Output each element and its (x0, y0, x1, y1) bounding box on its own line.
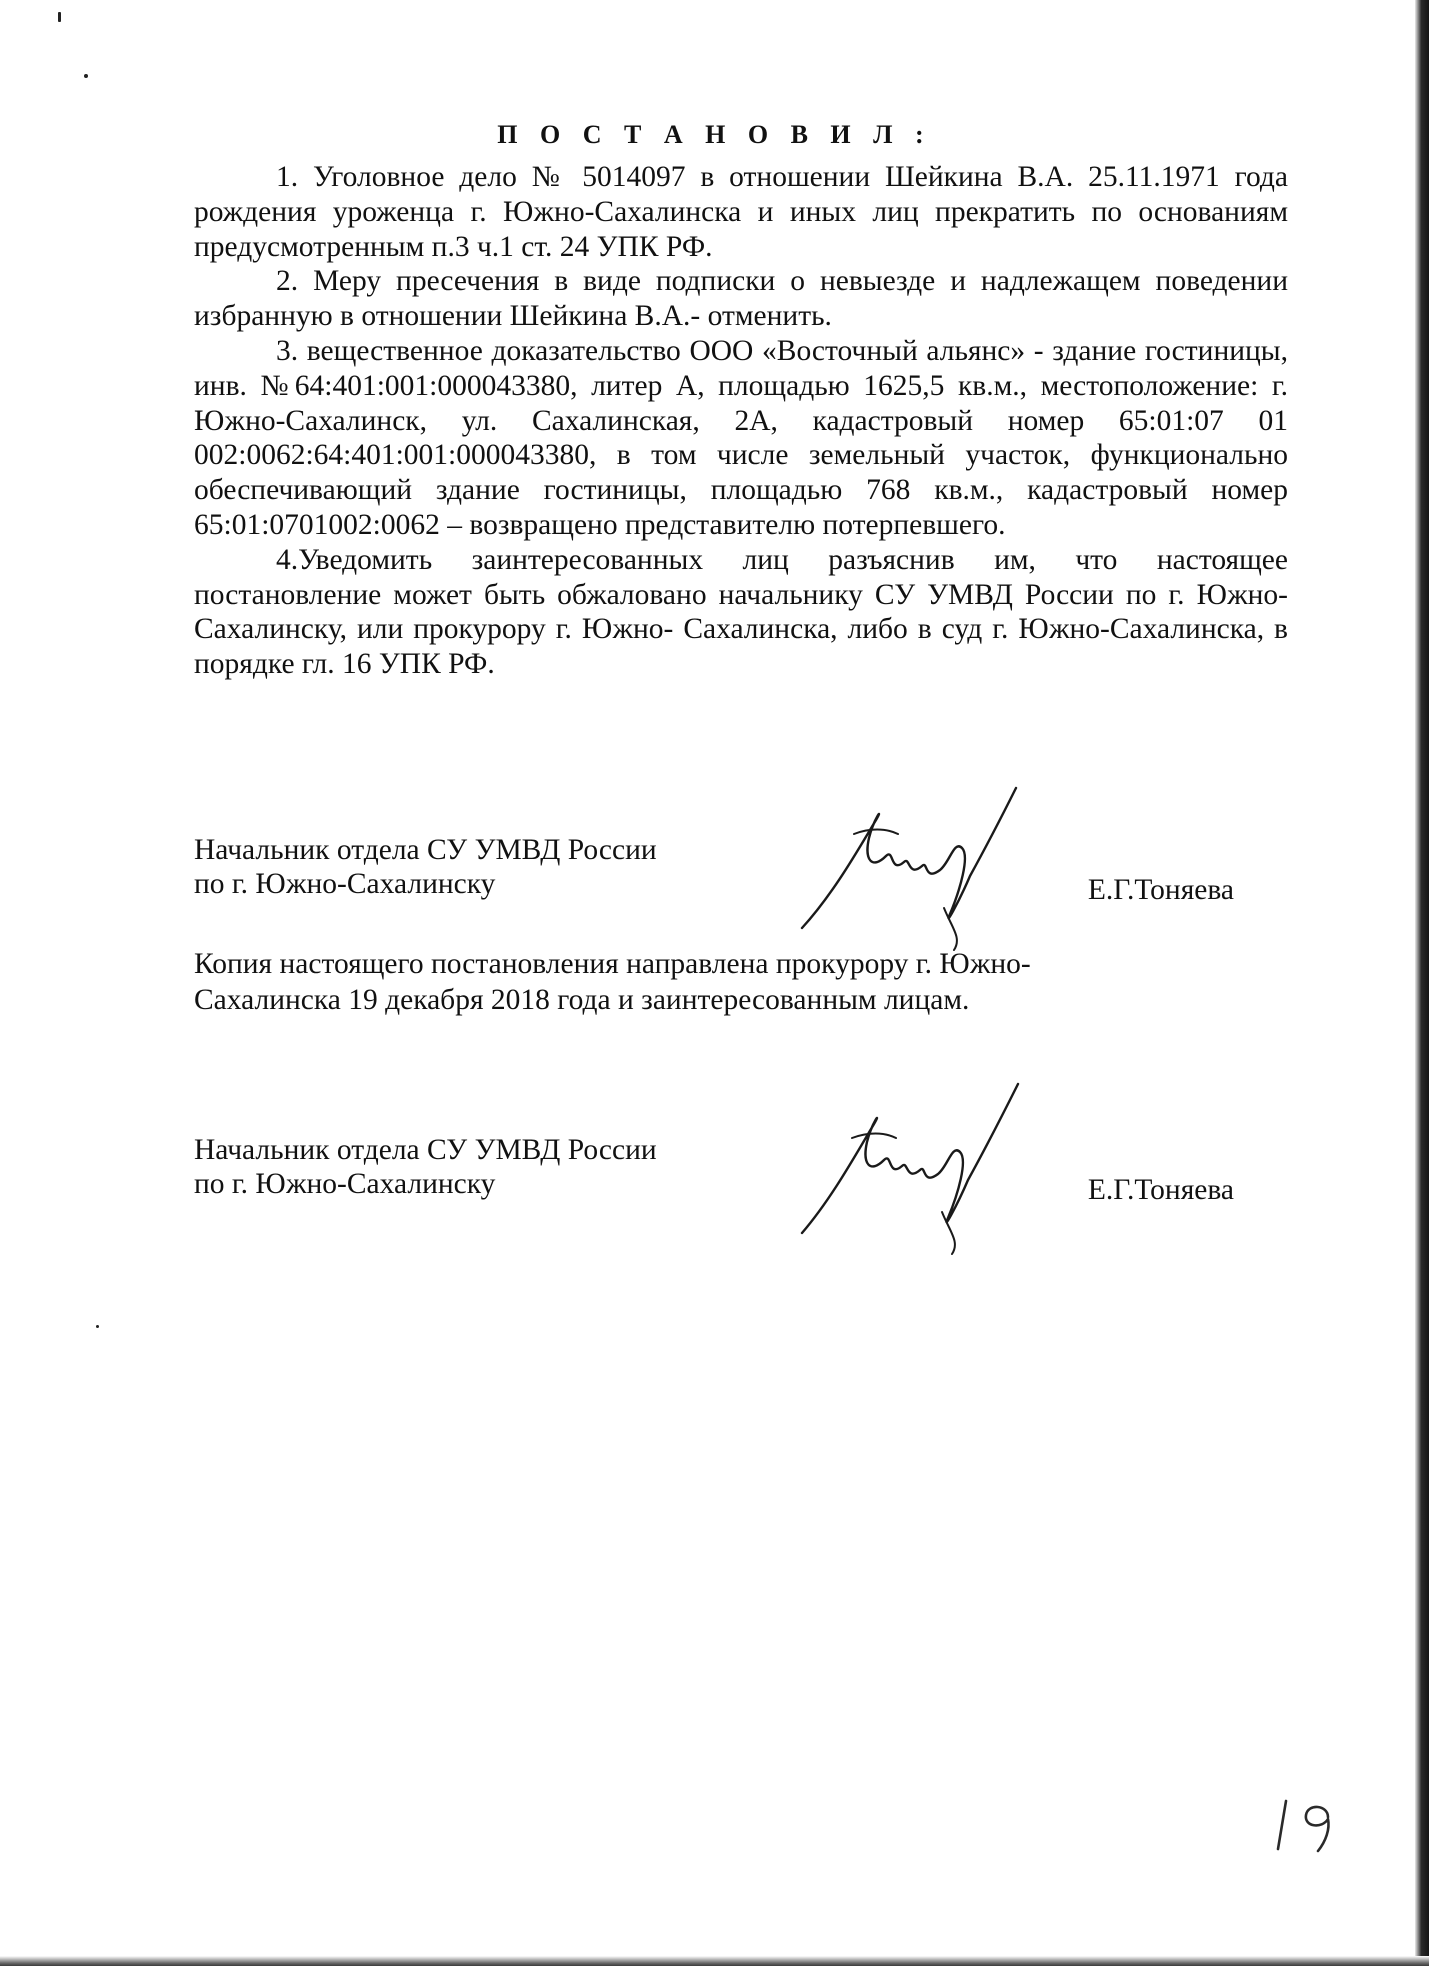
copy-note-line-2: Сахалинска 19 декабря 2018 года и заинтересованным лицам. (194, 984, 970, 1016)
scan-speck (84, 74, 88, 78)
copy-note-line-1: Копия настоящего постановления направлена прокурору г. Южно- (194, 948, 1031, 980)
signatory-title-line-1: Начальник отдела СУ УМВД России (194, 1134, 657, 1166)
scan-bottom-edge (0, 1956, 1429, 1966)
paragraph-1: 1. Уголовное дело № 5014097 в отношении Шейкина В.А. 25.11.1971 года рождения уроженца г. Южно-Сахалинска и иных лиц прекратить по основаниям предусмотренным п.3 ч.1 ст. 24 УПК РФ. (194, 161, 1288, 263)
signatory-title-line-2: по г. Южно-Сахалинску (194, 1168, 496, 1200)
handwritten-signature-2 (794, 1078, 1034, 1258)
copy-distribution-note (194, 946, 1244, 1018)
paragraph-2: 2. Меру пресечения в виде подписки о невыезде и надлежащем поведении избранную в отношении Шейкина В.А.- отменить. (194, 265, 1288, 333)
handwritten-page-number (1270, 1795, 1350, 1855)
signature-block-1 (194, 833, 1234, 953)
document-heading: П О С Т А Н О В И Л : (497, 120, 932, 149)
signatory-title-line-2: по г. Южно-Сахалинску (194, 868, 496, 900)
document-body (194, 160, 1288, 682)
scan-speck (96, 1325, 99, 1328)
signatory-name: Е.Г.Тоняева (1087, 1174, 1234, 1206)
signatory-name: Е.Г.Тоняева (1087, 874, 1234, 906)
paragraph-3: 3. вещественное доказательство ООО «Восточный альянс» - здание гостиницы, инв. №64:401:001:000043380, литер А, площадью 1625,5 кв.м., местоположение: г. Южно-Сахалинск, ул. Сахалинская, 2А, кадастровый номер 65:01:07 01 002:0062:64:401:001:000043380, в том числе земельный участок, функционально обеспечивающий здание гостиницы, площадью 768 кв.м., кадастровый номер 65:01:0701002:0062 – возвращено представителю потерпевшего. (194, 334, 1288, 541)
handwritten-signature-1 (794, 778, 1034, 958)
paragraph-4: 4.Уведомить заинтересованных лиц разъяснив им, что настоящее постановление может быть обжаловано начальнику СУ УМВД России по г. Южно-Сахалинску, или прокурору г. Южно- Сахалинска, либо в суд г. Южно-Сахалинска, в порядке гл. 16 УПК РФ. (194, 543, 1288, 681)
signatory-title (194, 1133, 794, 1201)
scan-right-edge (1415, 0, 1429, 1966)
signatory-title (194, 833, 794, 901)
signature-block-2 (194, 1133, 1234, 1253)
scan-speck (58, 12, 61, 22)
signatory-title-line-1: Начальник отдела СУ УМВД России (194, 834, 657, 866)
